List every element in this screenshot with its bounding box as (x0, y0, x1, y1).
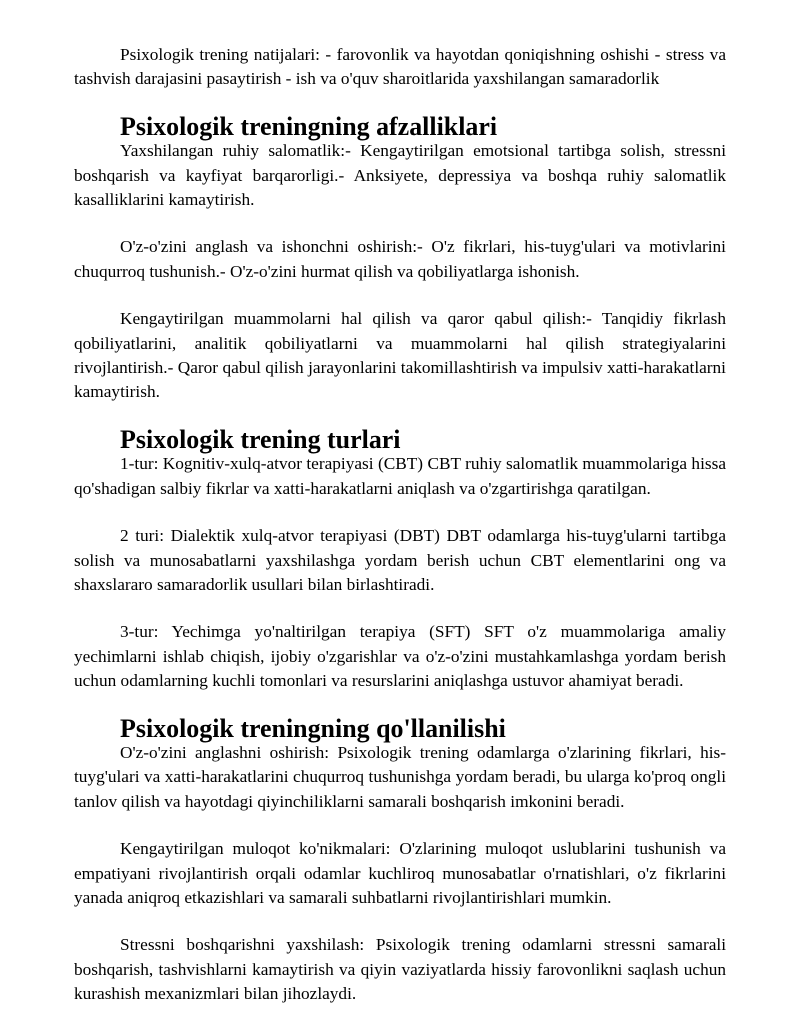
paragraph-type-dbt: 2 turi: Dialektik xulq-atvor terapiyasi (DBT) DBT odamlarga his-tuyg'ularni tartibga solish va munosabatlarni yaxshilashga yordam berish uchun CBT elementlarini ong va shaxslararo samaradorlik usullari bilan birlashtiradi. (74, 526, 726, 594)
paragraph-type-sft: 3-tur: Yechimga yo'naltirilgan terapiya (SFT) SFT o'z muammolariga amaliy yechimlarni ishlab chiqish, ijobiy o'zgarishlar va o'z-o'zini mustahkamlashga yordam berish uchun odamlarning kuchli tomonlari va resurslarini aniqlashga ustuvor ahamiyat beradi. (74, 622, 726, 691)
paragraph-communication-skills: Kengaytirilgan muloqot ko'nikmalari: O'zlarining muloqot uslublarini tushunish va empatiyani rivojlantirish orqali odamlar kuchliroq munosabatlar o'rnatishlari, o'z fikrlarini yanada aniqroq etkazishlari va samarali suhbatlarni rivojlantirishlari mumkin. (74, 839, 726, 907)
paragraph-type-cbt: 1-tur: Kognitiv-xulq-atvor terapiyasi (CBT) CBT ruhiy salomatlik muammolariga hissa qo'shadigan salbiy fikrlar va xatti-harakatlarni aniqlash va o'zgartirishga qaratilgan. (74, 454, 726, 498)
section-heading-types: Psixologik trening turlari (120, 424, 401, 454)
document-page (74, 43, 726, 1007)
section-heading-applications: Psixologik treningning qo'llanilishi (120, 713, 506, 743)
paragraph-mental-health: Yaxshilangan ruhiy salomatlik:- Kengaytirilgan emotsional tartibga solish, stressni boshqarish va kayfiyat barqarorligi.- Anksiyete, depressiya va boshqa ruhiy salomatlik kasalliklarini kamaytirish. (74, 141, 726, 210)
intro-paragraph: Psixologik trening natijalari: - farovonlik va hayotdan qoniqishning oshishi - stress va tashvish darajasini pasaytirish - ish va o'quv sharoitlarida yaxshilangan samaradorlik (74, 45, 726, 89)
section-heading-advantages: Psixologik treningning afzalliklari (120, 111, 498, 141)
paragraph-self-awareness: O'z-o'zini anglash va ishonchni oshirish:- O'z fikrlari, his-tuyg'ulari va motivlarini chuqurroq tushunish.- O'z-o'zini hurmat qilish va qobiliyatlarga ishonish. (74, 237, 726, 281)
paragraph-self-awareness-growth: O'z-o'zini anglashni oshirish: Psixologik trening odamlarga o'zlarining fikrlari, his-tuyg'ulari va xatti-harakatlarini chuqurroq tushunishga yordam beradi, bu ularga ko'proq ongli tanlov qilish va hayotdagi qiyinchiliklarni samarali boshqarish imkonini beradi. (74, 742, 726, 811)
paragraph-problem-solving: Kengaytirilgan muammolarni hal qilish va qaror qabul qilish:- Tanqidiy fikrlash qobiliyatlarini, analitik qobiliyatlarni va muammolarni hal qilish strategiyalarini rivojlantirish.- Qaror qabul qilish jarayonlarini takomillashtirish va impulsiv xatti-harakatlarni kamaytirish. (74, 309, 726, 402)
paragraph-stress-management: Stressni boshqarishni yaxshilash: Psixologik trening odamlarni stressni samarali boshqarish, tashvishlarni kamaytirish va qiyin vaziyatlarda hissiy farovonlikni saqlash uchun kurashish mexanizmlari bilan jihozlaydi. (74, 935, 726, 1004)
